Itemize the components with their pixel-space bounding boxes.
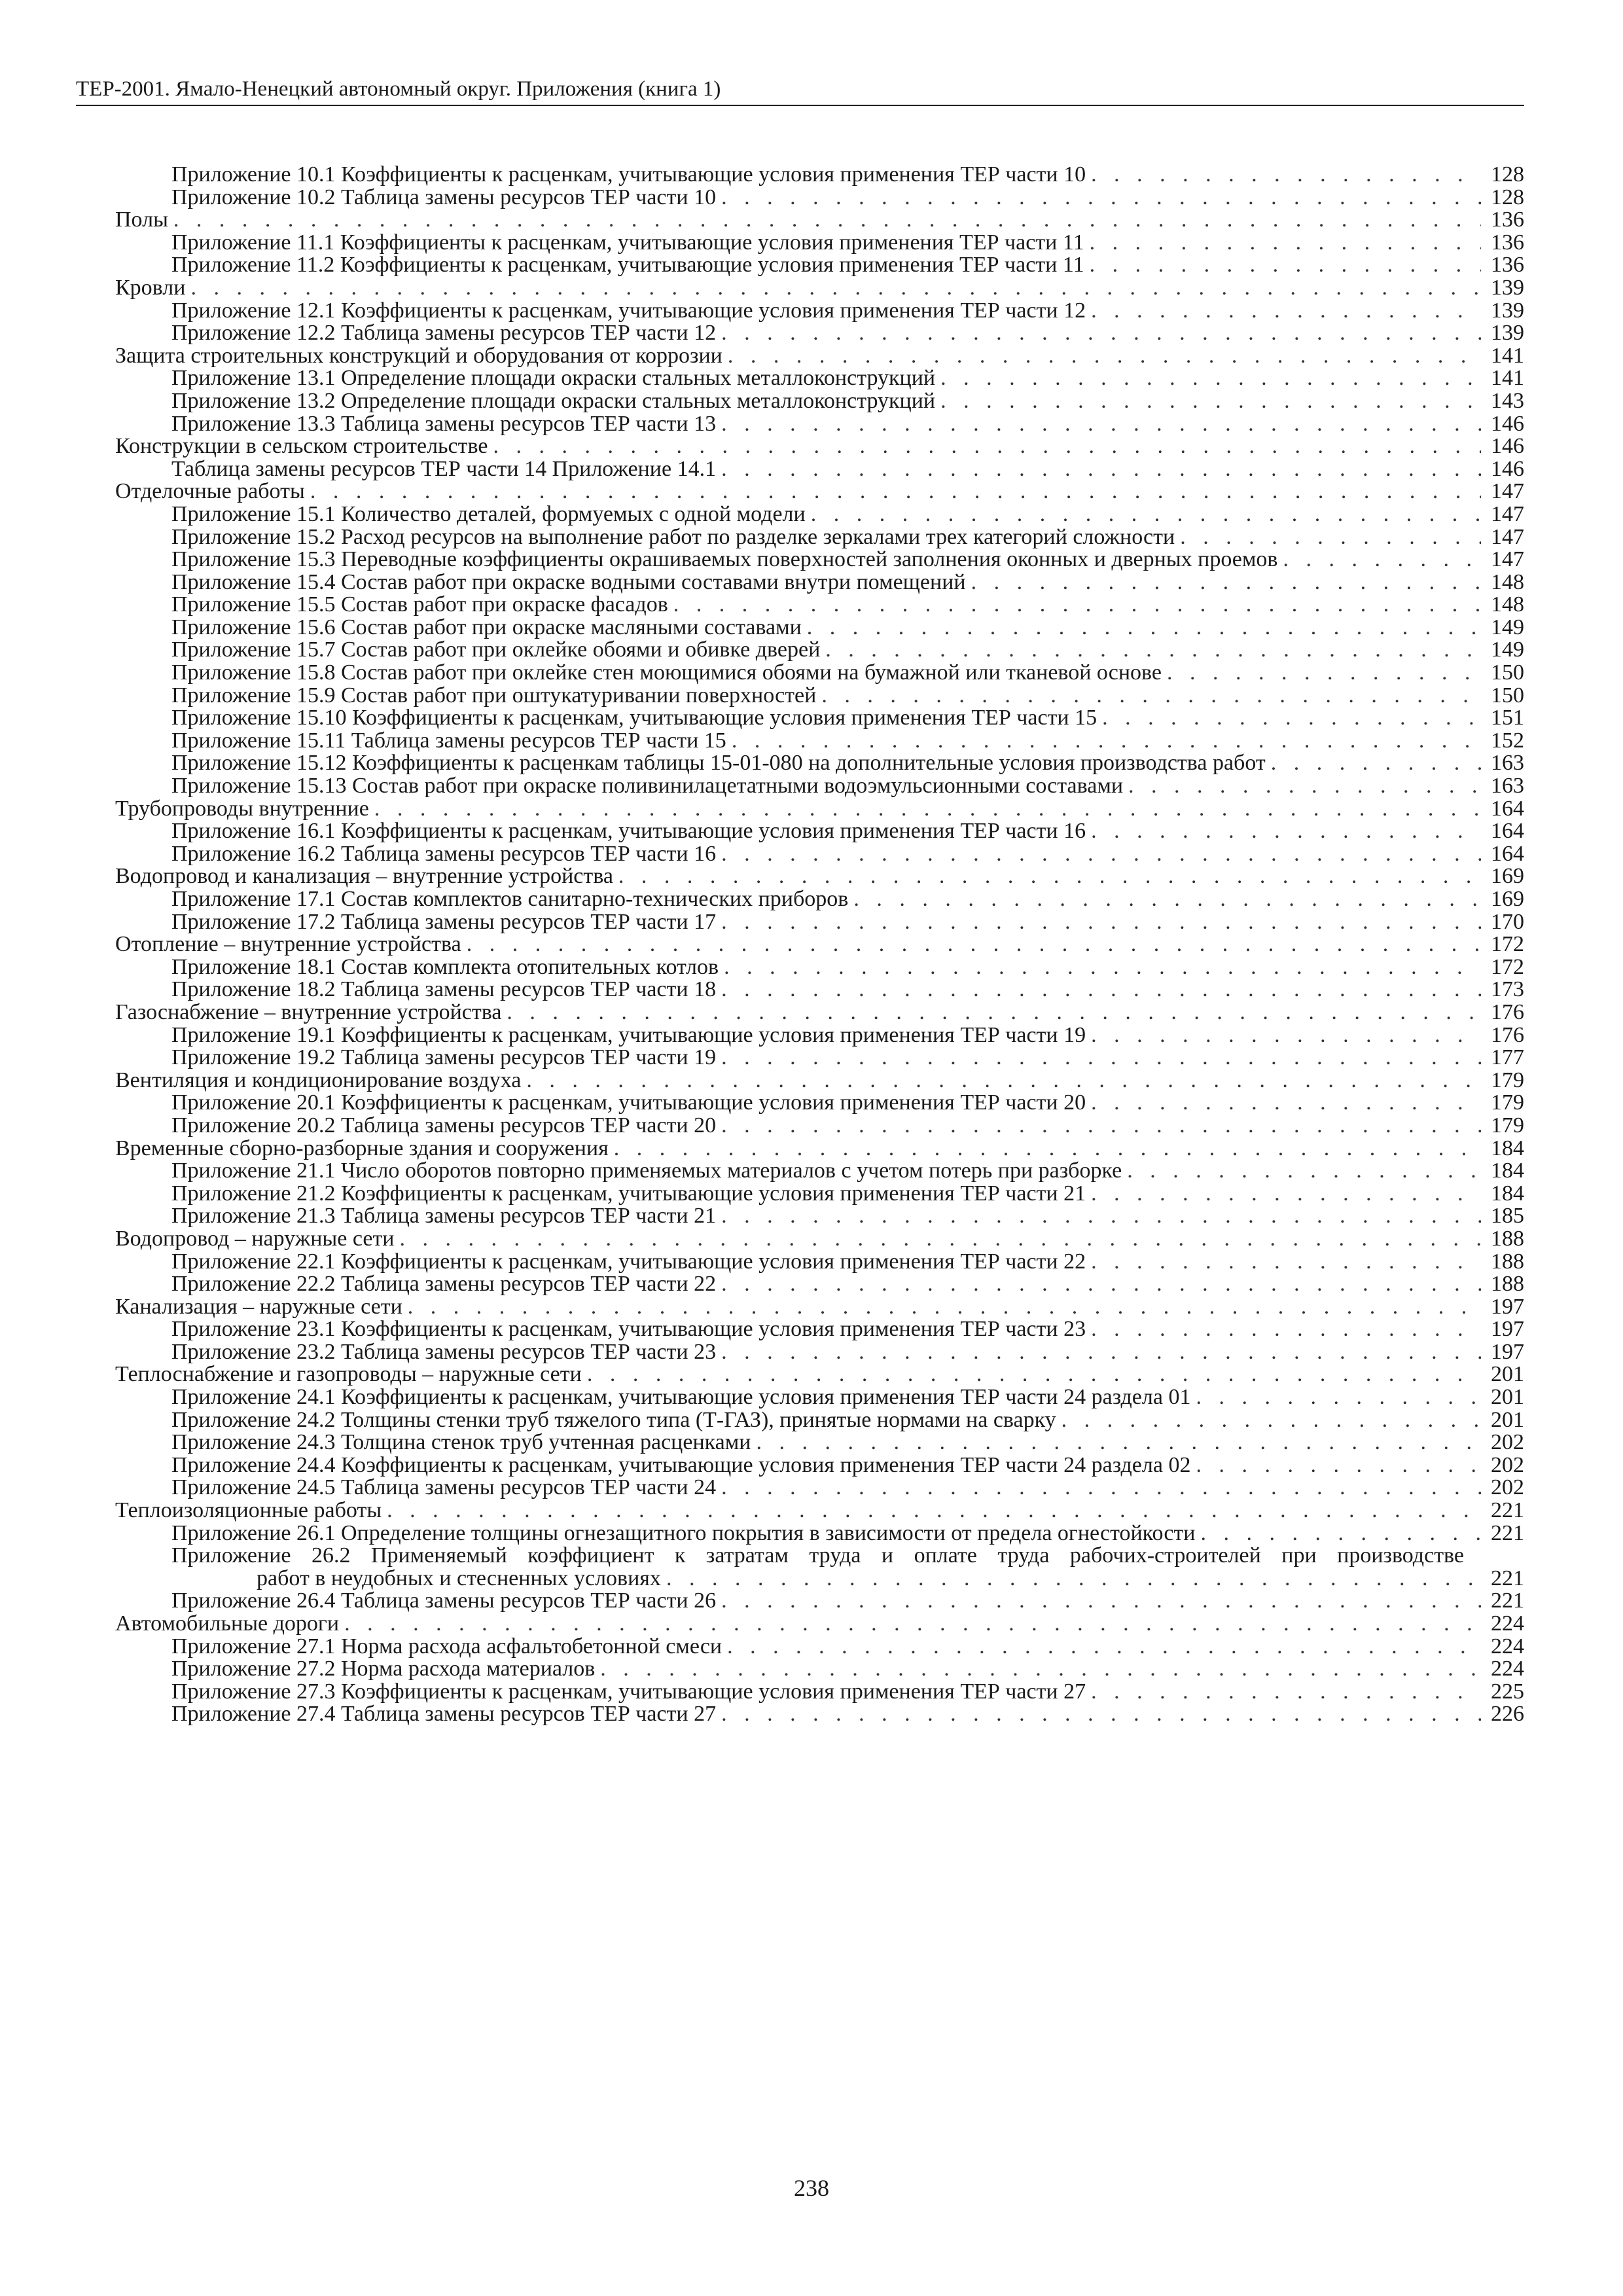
dot-leader bbox=[721, 413, 1481, 436]
toc-section[interactable] bbox=[115, 1228, 1524, 1251]
dot-leader bbox=[940, 367, 1481, 390]
toc-page-number: 221 bbox=[1491, 1588, 1524, 1613]
toc-item[interactable] bbox=[115, 639, 1524, 662]
toc-item-title: Приложение 12.2 Таблица замены ресурсов ТЕР части 12 bbox=[171, 321, 717, 346]
toc-page-number: 221 bbox=[1491, 1566, 1524, 1590]
toc-section-title: Защита строительных конструкций и оборудования от коррозии bbox=[115, 343, 722, 368]
dot-leader bbox=[721, 1205, 1481, 1228]
toc-section[interactable] bbox=[115, 798, 1524, 821]
toc-page-number: 128 bbox=[1491, 185, 1524, 209]
toc-section[interactable] bbox=[115, 1499, 1524, 1522]
dot-leader bbox=[728, 345, 1481, 368]
toc-item[interactable] bbox=[115, 187, 1524, 209]
toc-page-number: 164 bbox=[1491, 796, 1524, 821]
dot-leader bbox=[1180, 526, 1481, 549]
dot-leader bbox=[727, 1636, 1481, 1659]
toc-page-number: 188 bbox=[1491, 1272, 1524, 1297]
toc-page-number: 143 bbox=[1491, 388, 1524, 413]
dot-leader bbox=[821, 685, 1481, 708]
dot-leader bbox=[493, 435, 1481, 458]
dot-leader bbox=[1091, 1024, 1481, 1047]
toc-item-title: Приложение 19.2 Таблица замены ресурсов ТЕР части 19 bbox=[171, 1045, 717, 1070]
toc-item[interactable] bbox=[115, 1636, 1524, 1659]
dot-leader bbox=[732, 730, 1481, 753]
toc-item[interactable] bbox=[115, 685, 1524, 708]
toc-item[interactable] bbox=[115, 888, 1524, 911]
toc-item[interactable] bbox=[115, 911, 1524, 934]
toc-page-number: 136 bbox=[1491, 230, 1524, 255]
dot-leader bbox=[344, 1613, 1481, 1636]
toc-item[interactable] bbox=[115, 1477, 1524, 1499]
dot-leader bbox=[721, 1047, 1481, 1069]
toc-item[interactable] bbox=[115, 1431, 1524, 1454]
toc-item-title: Приложение 23.1 Коэффициенты к расценкам, учитывающие условия применения ТЕР части 23 bbox=[171, 1317, 1086, 1342]
page-header bbox=[76, 76, 1524, 106]
toc-item-title: Приложение 17.1 Состав комплектов санитарно-технических приборов bbox=[171, 887, 849, 911]
toc-item-title: Приложение 23.2 Таблица замены ресурсов ТЕР части 23 bbox=[171, 1339, 717, 1364]
dot-leader bbox=[310, 480, 1481, 503]
toc-page-number: 176 bbox=[1491, 1022, 1524, 1047]
toc-item[interactable] bbox=[115, 1047, 1524, 1069]
toc-page-number: 147 bbox=[1491, 547, 1524, 572]
toc-section-title: Газоснабжение – внутренние устройства bbox=[115, 999, 502, 1024]
dot-leader bbox=[526, 1069, 1481, 1092]
toc-page-number: 226 bbox=[1491, 1702, 1524, 1727]
dot-leader bbox=[724, 956, 1481, 979]
dot-leader bbox=[587, 1363, 1481, 1386]
toc-item[interactable] bbox=[115, 503, 1524, 526]
toc-section-title: Теплоснабжение и газопроводы – наружные сети bbox=[115, 1362, 582, 1387]
toc-item[interactable] bbox=[115, 413, 1524, 436]
dot-leader bbox=[971, 571, 1481, 594]
toc-item-title: Приложение 15.8 Состав работ при оклейке стен моющимися обоями на бумажной или тканевой основе bbox=[171, 660, 1162, 685]
toc-page-number: 177 bbox=[1491, 1045, 1524, 1070]
toc-page-number: 224 bbox=[1491, 1611, 1524, 1636]
dot-leader bbox=[1061, 1409, 1481, 1432]
toc-item[interactable] bbox=[115, 843, 1524, 866]
toc-page-number: 224 bbox=[1491, 1634, 1524, 1659]
toc-page-number: 139 bbox=[1491, 298, 1524, 323]
toc-item[interactable] bbox=[115, 526, 1524, 549]
toc-item-title: Приложение 22.1 Коэффициенты к расценкам, учитывающие условия применения ТЕР части 22 bbox=[171, 1249, 1086, 1274]
toc-item-title: Приложение 16.2 Таблица замены ресурсов ТЕР части 16 bbox=[171, 841, 717, 866]
toc-page-number: 179 bbox=[1491, 1067, 1524, 1092]
toc-page-number: 201 bbox=[1491, 1362, 1524, 1387]
toc-section-title: Полы bbox=[115, 207, 168, 232]
dot-leader bbox=[721, 1273, 1481, 1296]
toc-item-title: Приложение 27.1 Норма расхода асфальтобетонной смеси bbox=[171, 1634, 722, 1659]
toc-section[interactable] bbox=[115, 1296, 1524, 1319]
toc-section[interactable] bbox=[115, 865, 1524, 888]
dot-leader bbox=[721, 1341, 1481, 1364]
toc-page-number: 197 bbox=[1491, 1339, 1524, 1364]
toc-page-number: 225 bbox=[1491, 1679, 1524, 1704]
toc-section[interactable] bbox=[115, 1001, 1524, 1024]
toc-section[interactable] bbox=[115, 933, 1524, 956]
toc-item-title: Приложение 27.2 Норма расхода материалов bbox=[171, 1657, 596, 1681]
dot-leader bbox=[1127, 1160, 1481, 1183]
toc-page-number: 164 bbox=[1491, 819, 1524, 844]
toc-item-title: Приложение 10.2 Таблица замены ресурсов ТЕР части 10 bbox=[171, 185, 717, 209]
dot-leader bbox=[721, 1590, 1481, 1613]
toc-page-number: 170 bbox=[1491, 909, 1524, 934]
toc-item-title: Приложение 24.5 Таблица замены ресурсов ТЕР части 24 bbox=[171, 1475, 717, 1500]
toc-section[interactable] bbox=[115, 277, 1524, 300]
toc-item[interactable] bbox=[115, 820, 1524, 843]
toc-item-title: Приложение 15.4 Состав работ при окраске водными составами внутри помещений bbox=[171, 569, 966, 594]
toc-item[interactable] bbox=[115, 1092, 1524, 1115]
toc-item-title: Приложение 26.2 Применяемый коэффициент к затратам труда и оплате труда рабочих-строителей при производстве bbox=[171, 1543, 1464, 1568]
toc-page-number: 139 bbox=[1491, 275, 1524, 300]
toc-page-number: 139 bbox=[1491, 321, 1524, 346]
dot-leader bbox=[721, 978, 1481, 1001]
toc-item-title: Приложение 15.2 Расход ресурсов на выполнение работ по разделке зеркалами трех категорий сложности bbox=[171, 524, 1175, 549]
dot-leader bbox=[1091, 164, 1481, 187]
toc-section[interactable] bbox=[115, 1069, 1524, 1092]
dot-leader bbox=[173, 209, 1481, 232]
toc-page-number: 188 bbox=[1491, 1249, 1524, 1274]
toc-item[interactable] bbox=[115, 1386, 1524, 1409]
dot-leader bbox=[1283, 548, 1481, 571]
toc-section-title: Кровли bbox=[115, 275, 186, 300]
toc-section-title: Автомобильные дороги bbox=[115, 1611, 340, 1636]
toc-section-title: Водопровод и канализация – внутренние устройства bbox=[115, 864, 613, 889]
toc-item-title: Приложение 26.4 Таблица замены ресурсов ТЕР части 26 bbox=[171, 1588, 717, 1613]
toc-item[interactable] bbox=[115, 956, 1524, 979]
toc-section-title: Канализация – наружные сети bbox=[115, 1294, 402, 1319]
dot-leader bbox=[400, 1228, 1482, 1251]
dot-leader bbox=[721, 911, 1481, 934]
toc-item-title: Приложение 21.1 Число оборотов повторно применяемых материалов с учетом потерь при разборке bbox=[171, 1158, 1122, 1183]
dot-leader bbox=[1196, 1386, 1481, 1409]
toc-item[interactable] bbox=[115, 978, 1524, 1001]
toc-page-number: 201 bbox=[1491, 1385, 1524, 1410]
dot-leader bbox=[1128, 775, 1481, 798]
toc-item[interactable] bbox=[115, 1318, 1524, 1341]
toc-item-title: Приложение 15.13 Состав работ при окраске поливинилацетатными водоэмульсионными составами bbox=[171, 774, 1124, 798]
toc-item-title: Приложение 16.1 Коэффициенты к расценкам, учитывающие условия применения ТЕР части 16 bbox=[171, 819, 1086, 844]
toc-item-title: Таблица замены ресурсов ТЕР части 14 Приложение 14.1 bbox=[171, 456, 717, 481]
toc-page-number: 146 bbox=[1491, 411, 1524, 436]
dot-leader bbox=[1200, 1522, 1481, 1545]
toc-page-number: 173 bbox=[1491, 977, 1524, 1002]
toc-item-title: Приложение 20.1 Коэффициенты к расценкам, учитывающие условия применения ТЕР части 20 bbox=[171, 1090, 1086, 1115]
toc-section[interactable] bbox=[115, 435, 1524, 458]
toc-item-title: Приложение 27.3 Коэффициенты к расценкам, учитывающие условия применения ТЕР части 27 bbox=[171, 1679, 1086, 1704]
toc-item[interactable] bbox=[115, 300, 1524, 323]
dot-leader bbox=[1102, 707, 1481, 730]
dot-leader bbox=[1091, 1183, 1481, 1206]
toc-item[interactable] bbox=[115, 1273, 1524, 1296]
toc-item-title: Приложение 24.1 Коэффициенты к расценкам, учитывающие условия применения ТЕР части 24 раздела 01 bbox=[171, 1385, 1191, 1410]
toc-page-number: 202 bbox=[1491, 1475, 1524, 1500]
toc-item[interactable] bbox=[115, 1024, 1524, 1047]
toc-item-title: Приложение 13.3 Таблица замены ресурсов ТЕР части 13 bbox=[171, 411, 717, 436]
toc-item[interactable] bbox=[115, 322, 1524, 345]
toc-item[interactable] bbox=[115, 1545, 1524, 1590]
toc-page-number: 148 bbox=[1491, 569, 1524, 594]
toc-item[interactable] bbox=[115, 617, 1524, 639]
toc-item[interactable] bbox=[115, 1681, 1524, 1704]
toc-section-title: Водопровод – наружные сети bbox=[115, 1226, 395, 1251]
toc-section-title: Конструкции в сельском строительстве bbox=[115, 434, 488, 459]
dot-leader bbox=[1091, 300, 1481, 323]
dot-leader bbox=[614, 1138, 1481, 1160]
toc-item-title: Приложение 17.2 Таблица замены ресурсов ТЕР части 17 bbox=[171, 909, 717, 934]
dot-leader bbox=[600, 1658, 1481, 1681]
toc-item[interactable] bbox=[115, 752, 1524, 775]
toc-item-continuation bbox=[171, 1568, 1524, 1590]
toc-section[interactable] bbox=[115, 480, 1524, 503]
toc-item[interactable] bbox=[115, 390, 1524, 413]
dot-leader bbox=[940, 390, 1481, 413]
toc-page-number: 150 bbox=[1491, 683, 1524, 708]
toc-page-number: 147 bbox=[1491, 501, 1524, 526]
toc-item-title: Приложение 24.2 Толщины стенки труб тяжелого типа (Т-ГАЗ), принятые нормами на сварку bbox=[171, 1407, 1056, 1432]
toc-item[interactable] bbox=[115, 458, 1524, 481]
toc-item-title: Приложение 13.1 Определение площади окраски стальных металлоконструкций bbox=[171, 366, 936, 391]
toc-section[interactable] bbox=[115, 1363, 1524, 1386]
toc-page-number: 152 bbox=[1491, 728, 1524, 753]
toc-section[interactable] bbox=[115, 1613, 1524, 1636]
toc-page-number: 149 bbox=[1491, 637, 1524, 662]
toc-item[interactable] bbox=[115, 1341, 1524, 1364]
toc-page-number: 185 bbox=[1491, 1204, 1524, 1229]
dot-leader bbox=[1271, 752, 1481, 775]
toc-section-title: Отопление – внутренние устройства bbox=[115, 932, 461, 957]
toc-section[interactable] bbox=[115, 1138, 1524, 1160]
dot-leader bbox=[1090, 232, 1481, 255]
toc-item[interactable] bbox=[115, 1590, 1524, 1613]
toc-section[interactable] bbox=[115, 209, 1524, 232]
toc-item-title: Приложение 15.11 Таблица замены ресурсов ТЕР части 15 bbox=[171, 728, 726, 753]
dot-leader bbox=[1091, 820, 1481, 843]
dot-leader bbox=[756, 1431, 1481, 1454]
toc-item-title: Приложение 22.2 Таблица замены ресурсов ТЕР части 22 bbox=[171, 1272, 717, 1297]
toc-page-number: 197 bbox=[1491, 1294, 1524, 1319]
toc-item[interactable] bbox=[115, 1183, 1524, 1206]
dot-leader bbox=[387, 1499, 1481, 1522]
toc-item-title: Приложение 18.1 Состав комплекта отопительных котлов bbox=[171, 954, 719, 979]
toc-section-title: Вентиляция и кондиционирование воздуха bbox=[115, 1067, 522, 1092]
toc-page-number: 146 bbox=[1491, 434, 1524, 459]
toc-page-number: 163 bbox=[1491, 751, 1524, 776]
toc-item[interactable] bbox=[115, 1409, 1524, 1432]
toc-item[interactable] bbox=[115, 594, 1524, 617]
dot-leader bbox=[721, 1703, 1481, 1726]
toc-item-title: Приложение 15.5 Состав работ при окраске фасадов bbox=[171, 592, 668, 617]
toc-item-title: Приложение 10.1 Коэффициенты к расценкам, учитывающие условия применения ТЕР части 10 bbox=[171, 162, 1086, 187]
toc-item-title: Приложение 15.6 Состав работ при окраске масляными составами bbox=[171, 615, 802, 639]
toc-page-number: 147 bbox=[1491, 524, 1524, 549]
toc-item-title: Приложение 26.1 Определение толщины огнезащитного покрытия в зависимости от предела огнестойкости bbox=[171, 1520, 1196, 1545]
toc-item-title: Приложение 19.1 Коэффициенты к расценкам, учитывающие условия применения ТЕР части 19 bbox=[171, 1022, 1086, 1047]
dot-leader bbox=[721, 322, 1481, 345]
toc-item-title: Приложение 11.2 Коэффициенты к расценкам, учитывающие условия применения ТЕР части 11 bbox=[171, 253, 1084, 278]
page-number: 238 bbox=[794, 2175, 829, 2201]
dot-leader bbox=[721, 458, 1481, 481]
toc-page-number: 184 bbox=[1491, 1136, 1524, 1160]
dot-leader bbox=[1167, 662, 1481, 685]
toc-page-number: 128 bbox=[1491, 162, 1524, 187]
toc-page-number: 184 bbox=[1491, 1158, 1524, 1183]
toc-page-number: 176 bbox=[1491, 999, 1524, 1024]
toc-item-title: Приложение 15.7 Состав работ при оклейке обоями и обивке дверей bbox=[171, 637, 821, 662]
toc-section-title: Отделочные работы bbox=[115, 479, 305, 504]
table-of-contents bbox=[115, 164, 1524, 1726]
toc-item-title: Приложение 27.4 Таблица замены ресурсов ТЕР части 27 bbox=[171, 1702, 717, 1727]
dot-leader bbox=[721, 1115, 1481, 1138]
toc-item-title: Приложение 24.3 Толщина стенок труб учтенная расценками bbox=[171, 1430, 751, 1455]
toc-item[interactable] bbox=[115, 571, 1524, 594]
toc-item-title: Приложение 13.2 Определение площади окраски стальных металлоконструкций bbox=[171, 388, 936, 413]
toc-item[interactable] bbox=[115, 1115, 1524, 1138]
toc-page-number: 148 bbox=[1491, 592, 1524, 617]
toc-page-number: 184 bbox=[1491, 1181, 1524, 1206]
toc-page-number: 136 bbox=[1491, 207, 1524, 232]
toc-page-number: 172 bbox=[1491, 932, 1524, 957]
dot-leader bbox=[673, 594, 1481, 617]
toc-section-title: Временные сборно-разборные здания и сооружения bbox=[115, 1136, 609, 1160]
dot-leader bbox=[1196, 1454, 1481, 1477]
dot-leader bbox=[507, 1001, 1481, 1024]
toc-page-number: 163 bbox=[1491, 774, 1524, 798]
toc-page-number: 141 bbox=[1491, 366, 1524, 391]
toc-page-number: 151 bbox=[1491, 706, 1524, 730]
toc-page-number: 136 bbox=[1491, 253, 1524, 278]
dot-leader bbox=[1091, 1092, 1481, 1115]
toc-page-number: 179 bbox=[1491, 1113, 1524, 1138]
toc-page-number: 202 bbox=[1491, 1452, 1524, 1477]
toc-item[interactable] bbox=[115, 1658, 1524, 1681]
dot-leader bbox=[1090, 254, 1481, 277]
toc-page-number: 172 bbox=[1491, 954, 1524, 979]
toc-item[interactable] bbox=[115, 1454, 1524, 1477]
toc-section-title: Теплоизоляционные работы bbox=[115, 1498, 382, 1523]
dot-leader bbox=[807, 617, 1481, 639]
toc-item[interactable] bbox=[115, 254, 1524, 277]
toc-page-number: 201 bbox=[1491, 1407, 1524, 1432]
toc-item[interactable] bbox=[115, 548, 1524, 571]
dot-leader bbox=[721, 843, 1481, 866]
toc-page-number: 169 bbox=[1491, 864, 1524, 889]
dot-leader bbox=[1091, 1318, 1481, 1341]
toc-item-title: Приложение 15.3 Переводные коэффициенты окрашиваемых поверхностей заполнения оконных и дверных проемов bbox=[171, 547, 1278, 572]
dot-leader bbox=[666, 1568, 1481, 1590]
toc-item[interactable] bbox=[115, 1205, 1524, 1228]
toc-page-number: 221 bbox=[1491, 1498, 1524, 1523]
toc-item[interactable] bbox=[115, 662, 1524, 685]
toc-item-title: Приложение 11.1 Коэффициенты к расценкам, учитывающие условия применения ТЕР части 11 bbox=[171, 230, 1084, 255]
toc-item-title: Приложение 12.1 Коэффициенты к расценкам, учитывающие условия применения ТЕР части 12 bbox=[171, 298, 1086, 323]
toc-page-number: 188 bbox=[1491, 1226, 1524, 1251]
toc-item-title: Приложение 18.2 Таблица замены ресурсов ТЕР части 18 bbox=[171, 977, 717, 1002]
toc-page-number: 224 bbox=[1491, 1657, 1524, 1681]
dot-leader bbox=[853, 888, 1481, 911]
toc-page-number: 150 bbox=[1491, 660, 1524, 685]
toc-item[interactable] bbox=[115, 730, 1524, 753]
toc-section[interactable] bbox=[115, 345, 1524, 368]
dot-leader bbox=[467, 933, 1481, 956]
dot-leader bbox=[374, 798, 1481, 821]
toc-page-number: 179 bbox=[1491, 1090, 1524, 1115]
toc-item-title: Приложение 15.12 Коэффициенты к расценкам таблицы 15-01-080 на дополнительные условия производства работ bbox=[171, 751, 1266, 776]
toc-item[interactable] bbox=[115, 707, 1524, 730]
dot-leader bbox=[618, 865, 1481, 888]
toc-item-title-continued: работ в неудобных и стесненных условиях bbox=[257, 1566, 661, 1590]
dot-leader bbox=[190, 277, 1481, 300]
dot-leader bbox=[721, 187, 1481, 209]
dot-leader bbox=[1091, 1681, 1481, 1704]
dot-leader bbox=[721, 1477, 1481, 1499]
toc-page-number: 202 bbox=[1491, 1430, 1524, 1455]
toc-item[interactable] bbox=[115, 1160, 1524, 1183]
toc-page-number: 169 bbox=[1491, 887, 1524, 911]
toc-item-title: Приложение 15.9 Состав работ при оштукатуривании поверхностей bbox=[171, 683, 817, 708]
document-title: ТЕР-2001. Ямало-Ненецкий автономный округ. Приложения (книга 1) bbox=[76, 77, 721, 101]
toc-page-number: 221 bbox=[1491, 1520, 1524, 1545]
toc-item-title: Приложение 20.2 Таблица замены ресурсов ТЕР части 20 bbox=[171, 1113, 717, 1138]
dot-leader bbox=[408, 1296, 1481, 1319]
toc-item[interactable] bbox=[115, 1251, 1524, 1274]
toc-item-title: Приложение 21.2 Коэффициенты к расценкам, учитывающие условия применения ТЕР части 21 bbox=[171, 1181, 1086, 1206]
toc-section-title: Трубопроводы внутренние bbox=[115, 796, 369, 821]
toc-item[interactable] bbox=[115, 164, 1524, 187]
toc-item[interactable] bbox=[115, 367, 1524, 390]
toc-page-number: 149 bbox=[1491, 615, 1524, 639]
toc-item-title: Приложение 24.4 Коэффициенты к расценкам, учитывающие условия применения ТЕР части 24 раздела 02 bbox=[171, 1452, 1191, 1477]
dot-leader bbox=[825, 639, 1481, 662]
toc-page-number: 147 bbox=[1491, 479, 1524, 504]
toc-item-title: Приложение 21.3 Таблица замены ресурсов ТЕР части 21 bbox=[171, 1204, 717, 1229]
toc-page-number: 146 bbox=[1491, 456, 1524, 481]
toc-page-number: 197 bbox=[1491, 1317, 1524, 1342]
toc-item-title: Приложение 15.10 Коэффициенты к расценкам, учитывающие условия применения ТЕР части 15 bbox=[171, 706, 1097, 730]
toc-item[interactable] bbox=[115, 232, 1524, 255]
dot-leader bbox=[1091, 1251, 1481, 1274]
toc-item[interactable] bbox=[115, 1522, 1524, 1545]
toc-page-number: 141 bbox=[1491, 343, 1524, 368]
dot-leader bbox=[811, 503, 1481, 526]
toc-item[interactable] bbox=[115, 1703, 1524, 1726]
toc-page-number: 164 bbox=[1491, 841, 1524, 866]
toc-item[interactable] bbox=[115, 775, 1524, 798]
toc-item-title: Приложение 15.1 Количество деталей, формуемых с одной модели bbox=[171, 501, 806, 526]
